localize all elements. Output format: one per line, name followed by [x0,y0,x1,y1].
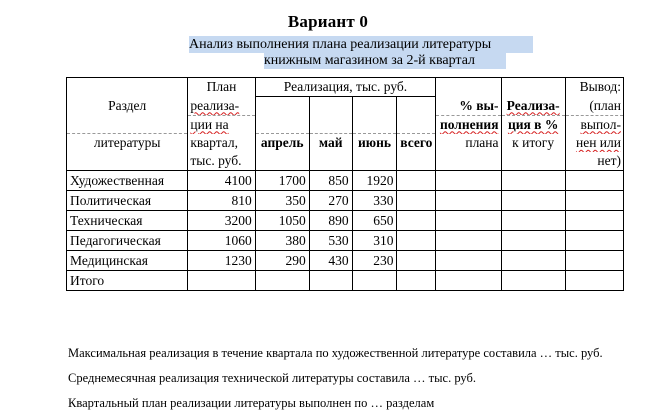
header-total: всего [397,134,436,153]
row-section: Техническая [67,211,188,231]
row-june: 230 [352,251,397,271]
row-pct [436,251,501,271]
row-pct [436,191,501,211]
header-section: Раздел [67,97,188,116]
header-plan-line2: реализа- [190,97,240,113]
row-plan: 3200 [188,211,255,231]
header-row-2 [67,97,624,116]
table-row [67,231,624,251]
row-plan: 4100 [188,171,255,191]
row-april: 350 [255,191,309,211]
table-row [67,251,624,271]
row-april: 380 [255,231,309,251]
header-row-1 [67,78,624,97]
row-pct [436,231,501,251]
header-conclusion-line2: (план [565,97,623,116]
row-total [397,251,436,271]
header-plan-line4: квартал, [188,134,255,153]
row-total [397,211,436,231]
total-conclusion [565,271,623,291]
header-share-line3: к итогу [501,134,565,153]
document-title: Вариант 0 [287,12,369,31]
note-plan-fulfilled: Квартальный план реализации литературы выполнен по … разделам [68,396,435,410]
row-june: 310 [352,231,397,251]
header-conclusion-line5: нет) [565,152,623,171]
total-total [397,271,436,291]
total-plan [188,271,255,291]
header-share-line2: ция в % [507,116,559,132]
row-conclusion [565,171,623,191]
row-share [501,211,565,231]
header-plan: План [188,78,255,97]
header-plan-line5: тыс. руб. [188,152,255,171]
row-share [501,251,565,271]
total-share [501,271,565,291]
header-section-line2: литературы [67,134,188,153]
total-pct [436,271,501,291]
row-june: 650 [352,211,397,231]
row-may: 890 [309,211,352,231]
row-conclusion [565,231,623,251]
table-row [67,191,624,211]
row-plan: 1060 [188,231,255,251]
row-section: Медицинская [67,251,188,271]
header-row-5 [67,152,624,171]
row-plan: 810 [188,191,255,211]
row-section: Художественная [67,171,188,191]
row-conclusion [565,251,623,271]
row-section: Политическая [67,191,188,211]
header-conclusion-line3: выпол- [580,116,621,132]
row-share [501,191,565,211]
header-pct-line3: плана [436,134,501,153]
header-conclusion: Вывод: [565,78,623,97]
total-june [352,271,397,291]
row-plan: 1230 [188,251,255,271]
header-april: апрель [255,134,309,153]
total-may [309,271,352,291]
table-row [67,171,624,191]
row-pct [436,171,501,191]
row-april: 290 [255,251,309,271]
total-row [67,271,624,291]
row-share [501,231,565,251]
header-plan-line3: ции на [190,116,229,132]
note-max-sales: Максимальная реализация в течение квартала по художественной литературе составила … тыс. руб. [68,346,603,360]
row-section: Педагогическая [67,231,188,251]
row-may: 850 [309,171,352,191]
row-total [397,231,436,251]
row-may: 430 [309,251,352,271]
header-pct-line2: полнения [439,116,499,132]
row-april: 1050 [255,211,309,231]
header-row-3 [67,115,624,134]
header-share-line1: Реализа- [506,97,560,113]
row-share [501,171,565,191]
row-total [397,171,436,191]
total-label: Итого [67,271,188,291]
document-subtitle-line2: книжным магазином за 2-й квартал [264,52,506,69]
header-pct-line1: % вы- [436,97,501,116]
row-may: 530 [309,231,352,251]
plan-analysis-table [66,77,624,291]
row-total [397,191,436,211]
row-june: 330 [352,191,397,211]
header-sales-group: Реализация, тыс. руб. [255,78,436,97]
header-row-4 [67,134,624,153]
row-april: 1700 [255,171,309,191]
row-conclusion [565,191,623,211]
header-conclusion-line4: нен или [575,134,621,150]
note-avg-technical: Среднемесячная реализация технической литературы составила … тыс. руб. [68,371,476,385]
total-april [255,271,309,291]
row-june: 1920 [352,171,397,191]
row-may: 270 [309,191,352,211]
header-may: май [309,134,352,153]
table-row [67,211,624,231]
row-pct [436,211,501,231]
document-subtitle-line1: Анализ выполнения плана реализации литературы [189,36,533,53]
header-june: июнь [352,134,397,153]
row-conclusion [565,211,623,231]
